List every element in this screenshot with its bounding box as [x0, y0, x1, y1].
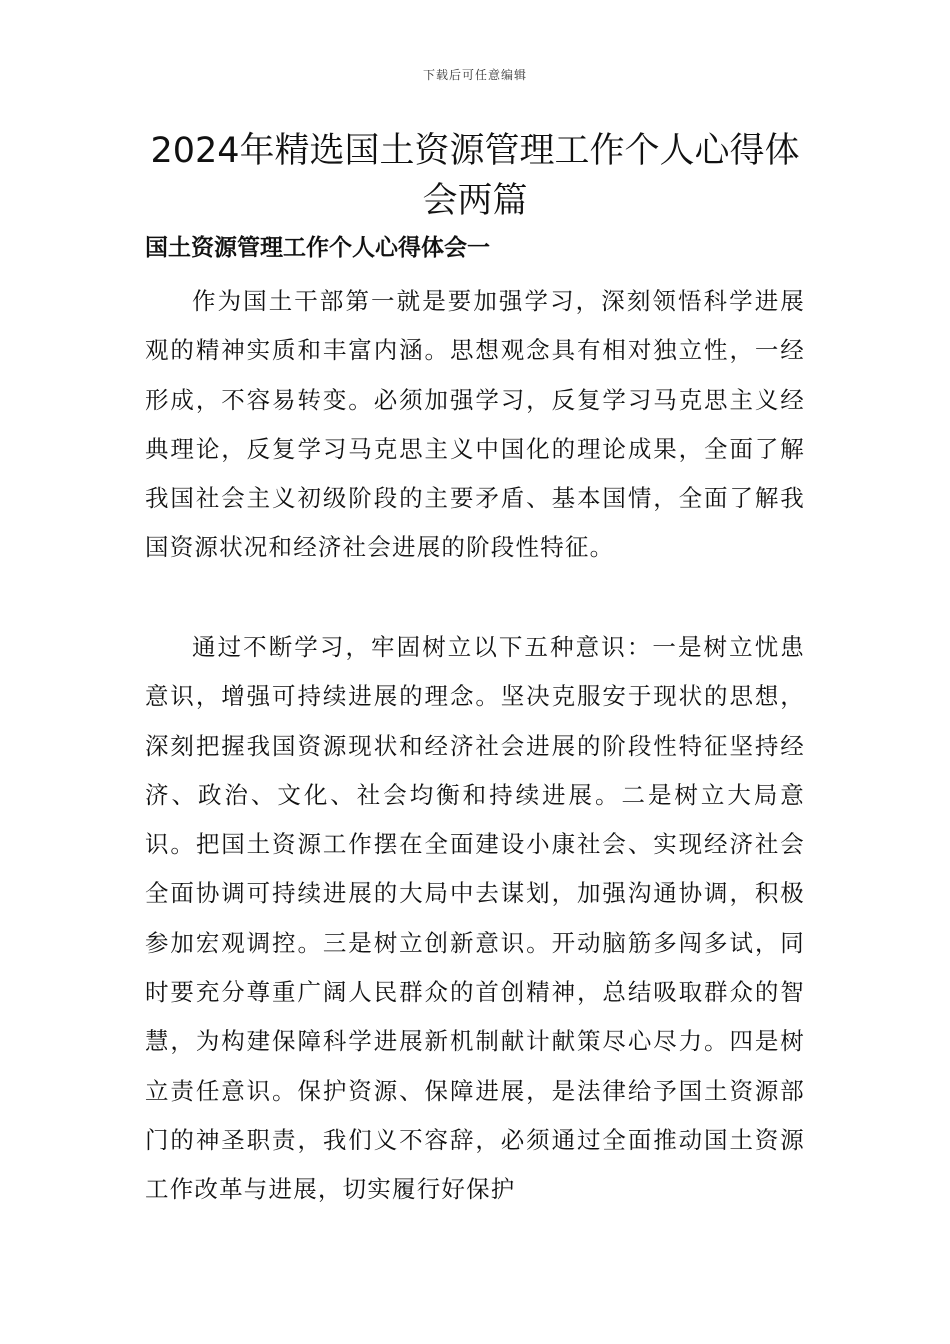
- paragraph-1: 作为国土干部第一就是要加强学习，深刻领悟科学进展观的精神实质和丰富内涵。思想观念具有相对独立性，一经形成，不容易转变。必须加强学习，反复学习马克思主义经典理论，反复学习马克思主义中国化的理论成果，全面了解我国社会主义初级阶段的主要矛盾、基本国情，全面了解我国资源状况和经济社会进展的阶段性特征。: [145, 287, 805, 562]
- section-heading: 国土资源管理工作个人心得体会一: [145, 234, 490, 261]
- paragraph-2: 通过不断学习，牢固树立以下五种意识：一是树立忧患意识，增强可持续进展的理念。坚决克服安于现状的思想，深刻把握我国资源现状和经济社会进展的阶段性特征坚持经济、政治、文化、社会均衡和持续进展。二是树立大局意识。把国土资源工作摆在全面建设小康社会、实现经济社会全面协调可持续进展的大局中去谋划，加强沟通协调，积极参加宏观调控。三是树立创新意识。开动脑筋多闯多试，同时要充分尊重广阔人民群众的首创精神，总结吸取群众的智慧，为构建保障科学进展新机制献计献策尽心尽力。四是树立责任意识。保护资源、保障进展，是法律给予国土资源部门的神圣职责，我们义不容辞，必须通过全面推动国土资源工作改革与进展，切实履行好保护: [145, 633, 805, 1204]
- document-title: 2024年精选国土资源管理工作个人心得体会两篇: [150, 131, 800, 221]
- header-note: 下载后可任意编辑: [422, 68, 527, 82]
